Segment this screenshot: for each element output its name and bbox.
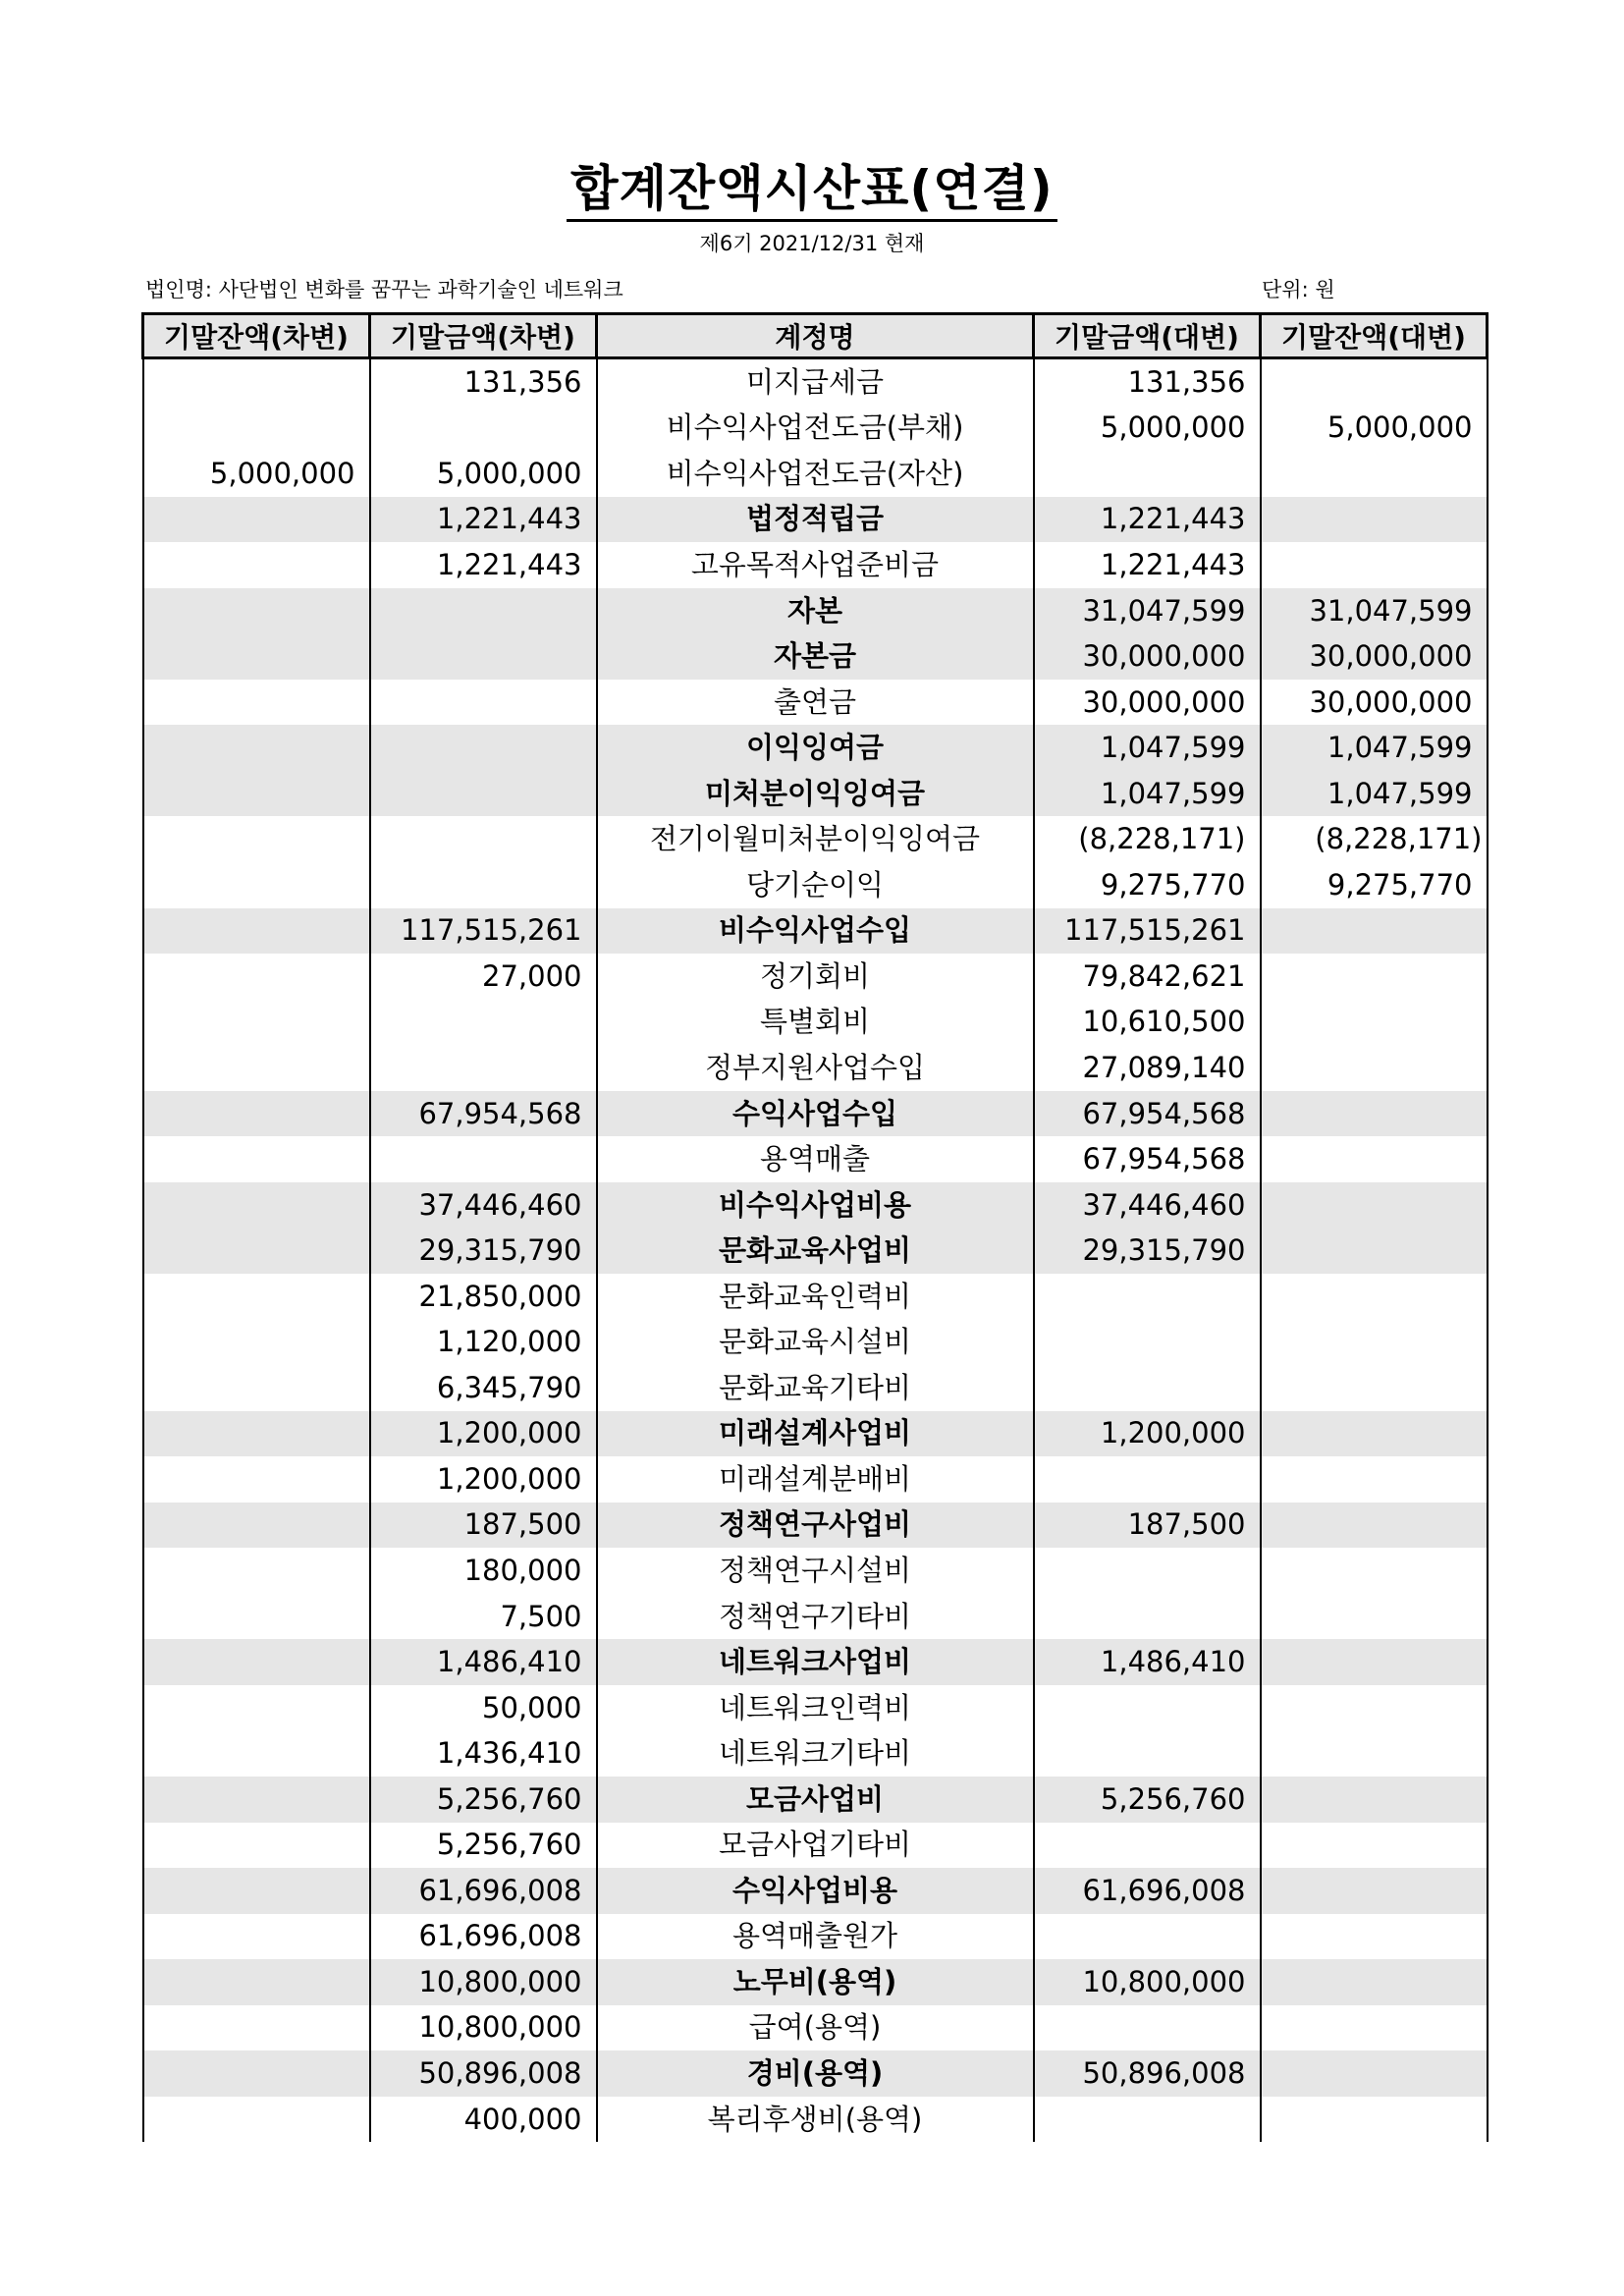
table-row: [143, 680, 1488, 726]
credit-balance-cell: [1261, 1182, 1488, 1229]
table-row: [143, 406, 1488, 452]
account-name-cell: 네트워크인력비: [597, 1685, 1034, 1731]
account-name-cell: 이익잉여금: [597, 725, 1034, 771]
account-name-cell: 복리후생비(용역): [597, 2097, 1034, 2143]
debit-amount-cell: 1,221,443: [370, 542, 597, 588]
credit-balance-cell: 31,047,599: [1261, 588, 1488, 634]
credit-balance-cell: [1261, 954, 1488, 1000]
table-row: [143, 1365, 1488, 1411]
debit-amount-cell: 67,954,568: [370, 1091, 597, 1137]
credit-amount-cell: 30,000,000: [1034, 680, 1261, 726]
debit-balance-cell: [143, 1503, 370, 1549]
debit-balance-cell: [143, 2050, 370, 2097]
debit-balance-cell: [143, 1594, 370, 1640]
debit-balance-cell: [143, 358, 370, 406]
credit-amount-cell: 50,896,008: [1034, 2050, 1261, 2097]
debit-balance-cell: [143, 2005, 370, 2051]
credit-amount-cell: [1034, 2097, 1261, 2143]
credit-balance-cell: [1261, 358, 1488, 406]
account-name-cell: 수익사업수입: [597, 1091, 1034, 1137]
credit-balance-cell: [1261, 1365, 1488, 1411]
credit-balance-cell: [1261, 1639, 1488, 1685]
account-name-cell: 네트워크사업비: [597, 1639, 1034, 1685]
credit-amount-cell: [1034, 1914, 1261, 1960]
header-credit-amount: 기말금액(대변): [1034, 314, 1261, 358]
table-row: [143, 954, 1488, 1000]
credit-amount-cell: 1,200,000: [1034, 1411, 1261, 1457]
table-row: [143, 1777, 1488, 1823]
debit-amount-cell: [370, 588, 597, 634]
credit-amount-cell: [1034, 451, 1261, 497]
account-name-cell: 문화교육인력비: [597, 1274, 1034, 1320]
corporation-name: 법인명: 사단법인 변화를 꿈꾸는 과학기술인 네트워크: [145, 278, 623, 301]
table-row: [143, 1182, 1488, 1229]
credit-amount-cell: 1,486,410: [1034, 1639, 1261, 1685]
table-body: [143, 358, 1488, 2143]
account-name-cell: 자본금: [597, 633, 1034, 680]
debit-amount-cell: 61,696,008: [370, 1868, 597, 1914]
credit-amount-cell: 67,954,568: [1034, 1136, 1261, 1182]
debit-balance-cell: [143, 1914, 370, 1960]
debit-amount-cell: 7,500: [370, 1594, 597, 1640]
debit-amount-cell: [370, 862, 597, 908]
account-name-cell: 경비(용역): [597, 2050, 1034, 2097]
credit-balance-cell: [1261, 1503, 1488, 1549]
debit-balance-cell: [143, 1868, 370, 1914]
debit-amount-cell: [370, 1045, 597, 1091]
debit-balance-cell: [143, 1411, 370, 1457]
credit-balance-cell: [1261, 1411, 1488, 1457]
credit-amount-cell: 187,500: [1034, 1503, 1261, 1549]
credit-balance-cell: [1261, 1228, 1488, 1274]
table-row: [143, 588, 1488, 634]
credit-amount-cell: 29,315,790: [1034, 1228, 1261, 1274]
debit-amount-cell: [370, 816, 597, 862]
credit-balance-cell: [1261, 497, 1488, 543]
table-row: [143, 1411, 1488, 1457]
credit-amount-cell: [1034, 1319, 1261, 1365]
account-name-cell: 모금사업비: [597, 1777, 1034, 1823]
table-row: [143, 862, 1488, 908]
credit-amount-cell: [1034, 1274, 1261, 1320]
debit-amount-cell: 131,356: [370, 358, 597, 406]
account-name-cell: 비수익사업전도금(자산): [597, 451, 1034, 497]
credit-amount-cell: 31,047,599: [1034, 588, 1261, 634]
table-row: [143, 1868, 1488, 1914]
credit-amount-cell: 10,610,500: [1034, 1000, 1261, 1046]
debit-amount-cell: 61,696,008: [370, 1914, 597, 1960]
credit-balance-cell: [1261, 542, 1488, 588]
credit-amount-cell: [1034, 1456, 1261, 1503]
debit-amount-cell: 37,446,460: [370, 1182, 597, 1229]
credit-balance-cell: [1261, 1959, 1488, 2005]
credit-balance-cell: [1261, 1730, 1488, 1777]
credit-amount-cell: [1034, 1548, 1261, 1594]
debit-amount-cell: 1,486,410: [370, 1639, 597, 1685]
credit-amount-cell: 5,000,000: [1034, 406, 1261, 452]
credit-amount-cell: 1,221,443: [1034, 497, 1261, 543]
account-name-cell: 고유목적사업준비금: [597, 542, 1034, 588]
debit-balance-cell: [143, 1639, 370, 1685]
debit-balance-cell: [143, 1777, 370, 1823]
debit-balance-cell: [143, 1456, 370, 1503]
debit-balance-cell: [143, 497, 370, 543]
account-name-cell: 특별회비: [597, 1000, 1034, 1046]
debit-balance-cell: [143, 588, 370, 634]
credit-amount-cell: [1034, 1730, 1261, 1777]
credit-balance-cell: 1,047,599: [1261, 725, 1488, 771]
debit-amount-cell: 187,500: [370, 1503, 597, 1549]
account-name-cell: 미래설계분배비: [597, 1456, 1034, 1503]
table-row: [143, 542, 1488, 588]
table-row: [143, 908, 1488, 955]
debit-amount-cell: [370, 1000, 597, 1046]
credit-balance-cell: [1261, 2050, 1488, 2097]
account-name-cell: 네트워크기타비: [597, 1730, 1034, 1777]
account-name-cell: 노무비(용역): [597, 1959, 1034, 2005]
account-name-cell: 정책연구기타비: [597, 1594, 1034, 1640]
debit-amount-cell: 1,436,410: [370, 1730, 597, 1777]
credit-balance-cell: [1261, 1274, 1488, 1320]
credit-balance-cell: [1261, 1136, 1488, 1182]
credit-balance-cell: [1261, 1319, 1488, 1365]
header-debit-balance: 기말잔액(차변): [143, 314, 370, 358]
credit-amount-cell: 37,446,460: [1034, 1182, 1261, 1229]
debit-balance-cell: [143, 1823, 370, 1869]
credit-balance-cell: [1261, 2097, 1488, 2143]
credit-amount-cell: 79,842,621: [1034, 954, 1261, 1000]
debit-amount-cell: [370, 725, 597, 771]
table-row: [143, 451, 1488, 497]
credit-amount-cell: [1034, 1823, 1261, 1869]
table-header-row: [143, 314, 1488, 358]
account-name-cell: 비수익사업전도금(부채): [597, 406, 1034, 452]
table-row: [143, 1823, 1488, 1869]
debit-balance-cell: [143, 1228, 370, 1274]
debit-amount-cell: 50,000: [370, 1685, 597, 1731]
credit-balance-cell: [1261, 1000, 1488, 1046]
account-name-cell: 당기순이익: [597, 862, 1034, 908]
table-row: [143, 1091, 1488, 1137]
credit-balance-cell: (8,228,171): [1261, 816, 1488, 862]
currency-unit: 단위: 원: [1262, 278, 1335, 301]
credit-balance-cell: 30,000,000: [1261, 680, 1488, 726]
credit-amount-cell: 131,356: [1034, 358, 1261, 406]
account-name-cell: 비수익사업비용: [597, 1182, 1034, 1229]
credit-amount-cell: 1,221,443: [1034, 542, 1261, 588]
table-row: [143, 1685, 1488, 1731]
table-row: [143, 1730, 1488, 1777]
page-title: 합계잔액시산표(연결): [0, 149, 1624, 220]
table-row: [143, 1136, 1488, 1182]
debit-amount-cell: [370, 771, 597, 817]
debit-balance-cell: [143, 2097, 370, 2143]
account-name-cell: 용역매출원가: [597, 1914, 1034, 1960]
account-name-cell: 문화교육기타비: [597, 1365, 1034, 1411]
debit-balance-cell: [143, 1548, 370, 1594]
table-row: [143, 358, 1488, 406]
credit-amount-cell: 27,089,140: [1034, 1045, 1261, 1091]
debit-amount-cell: 117,515,261: [370, 908, 597, 955]
debit-balance-cell: [143, 1136, 370, 1182]
credit-amount-cell: 9,275,770: [1034, 862, 1261, 908]
table-row: [143, 1319, 1488, 1365]
table-row: [143, 1456, 1488, 1503]
debit-balance-cell: [143, 862, 370, 908]
debit-balance-cell: [143, 406, 370, 452]
header-account-name: 계정명: [597, 314, 1034, 358]
table-row: [143, 1274, 1488, 1320]
account-name-cell: 정부지원사업수입: [597, 1045, 1034, 1091]
debit-amount-cell: 5,256,760: [370, 1777, 597, 1823]
account-name-cell: 미래설계사업비: [597, 1411, 1034, 1457]
credit-amount-cell: [1034, 1594, 1261, 1640]
header-credit-balance: 기말잔액(대변): [1261, 314, 1488, 358]
debit-amount-cell: [370, 633, 597, 680]
debit-balance-cell: [143, 954, 370, 1000]
credit-amount-cell: 1,047,599: [1034, 725, 1261, 771]
credit-balance-cell: [1261, 1045, 1488, 1091]
account-name-cell: 미지급세금: [597, 358, 1034, 406]
debit-amount-cell: 10,800,000: [370, 1959, 597, 2005]
debit-balance-cell: [143, 1274, 370, 1320]
credit-amount-cell: 30,000,000: [1034, 633, 1261, 680]
credit-balance-cell: [1261, 1777, 1488, 1823]
account-name-cell: 정책연구시설비: [597, 1548, 1034, 1594]
debit-balance-cell: [143, 1091, 370, 1137]
table-row: [143, 633, 1488, 680]
debit-amount-cell: 1,221,443: [370, 497, 597, 543]
credit-balance-cell: 1,047,599: [1261, 771, 1488, 817]
debit-balance-cell: [143, 1000, 370, 1046]
credit-amount-cell: 67,954,568: [1034, 1091, 1261, 1137]
credit-amount-cell: 1,047,599: [1034, 771, 1261, 817]
debit-balance-cell: [143, 1182, 370, 1229]
table-row: [143, 497, 1488, 543]
table-row: [143, 1045, 1488, 1091]
debit-balance-cell: [143, 816, 370, 862]
debit-balance-cell: [143, 1959, 370, 2005]
debit-amount-cell: 29,315,790: [370, 1228, 597, 1274]
credit-balance-cell: [1261, 1456, 1488, 1503]
account-name-cell: 법정적립금: [597, 497, 1034, 543]
table-row: [143, 816, 1488, 862]
debit-amount-cell: 1,120,000: [370, 1319, 597, 1365]
credit-balance-cell: 5,000,000: [1261, 406, 1488, 452]
debit-balance-cell: [143, 771, 370, 817]
table-row: [143, 2005, 1488, 2051]
credit-balance-cell: [1261, 1091, 1488, 1137]
debit-balance-cell: 5,000,000: [143, 451, 370, 497]
debit-balance-cell: [143, 1365, 370, 1411]
credit-amount-cell: 5,256,760: [1034, 1777, 1261, 1823]
account-name-cell: 문화교육사업비: [597, 1228, 1034, 1274]
debit-amount-cell: 10,800,000: [370, 2005, 597, 2051]
debit-amount-cell: 5,000,000: [370, 451, 597, 497]
table-row: [143, 725, 1488, 771]
table-row: [143, 2050, 1488, 2097]
credit-amount-cell: 10,800,000: [1034, 1959, 1261, 2005]
credit-balance-cell: [1261, 451, 1488, 497]
account-name-cell: 정책연구사업비: [597, 1503, 1034, 1549]
table-row: [143, 1594, 1488, 1640]
table-row: [143, 1959, 1488, 2005]
account-name-cell: 용역매출: [597, 1136, 1034, 1182]
trial-balance-table: [141, 312, 1489, 2142]
table-row: [143, 1000, 1488, 1046]
debit-balance-cell: [143, 680, 370, 726]
debit-amount-cell: [370, 1136, 597, 1182]
debit-balance-cell: [143, 542, 370, 588]
account-name-cell: 문화교육시설비: [597, 1319, 1034, 1365]
account-name-cell: 급여(용역): [597, 2005, 1034, 2051]
account-name-cell: 수익사업비용: [597, 1868, 1034, 1914]
table-row: [143, 1503, 1488, 1549]
debit-balance-cell: [143, 633, 370, 680]
credit-amount-cell: [1034, 1365, 1261, 1411]
credit-amount-cell: 117,515,261: [1034, 908, 1261, 955]
debit-amount-cell: 6,345,790: [370, 1365, 597, 1411]
table-row: [143, 1548, 1488, 1594]
credit-balance-cell: [1261, 1548, 1488, 1594]
table-row: [143, 1639, 1488, 1685]
header-debit-amount: 기말금액(차변): [370, 314, 597, 358]
credit-amount-cell: [1034, 2005, 1261, 2051]
debit-amount-cell: 50,896,008: [370, 2050, 597, 2097]
debit-balance-cell: [143, 1730, 370, 1777]
debit-amount-cell: 1,200,000: [370, 1411, 597, 1457]
debit-balance-cell: [143, 1685, 370, 1731]
debit-amount-cell: [370, 680, 597, 726]
debit-balance-cell: [143, 1319, 370, 1365]
debit-balance-cell: [143, 725, 370, 771]
debit-balance-cell: [143, 1045, 370, 1091]
account-name-cell: 자본: [597, 588, 1034, 634]
account-name-cell: 비수익사업수입: [597, 908, 1034, 955]
credit-amount-cell: 61,696,008: [1034, 1868, 1261, 1914]
credit-balance-cell: [1261, 1594, 1488, 1640]
credit-balance-cell: 9,275,770: [1261, 862, 1488, 908]
credit-balance-cell: [1261, 1868, 1488, 1914]
table-row: [143, 2097, 1488, 2143]
account-name-cell: 전기이월미처분이익잉여금: [597, 816, 1034, 862]
credit-amount-cell: (8,228,171): [1034, 816, 1261, 862]
table-row: [143, 771, 1488, 817]
account-name-cell: 출연금: [597, 680, 1034, 726]
account-name-cell: 모금사업기타비: [597, 1823, 1034, 1869]
debit-amount-cell: 27,000: [370, 954, 597, 1000]
credit-balance-cell: [1261, 1823, 1488, 1869]
debit-amount-cell: 5,256,760: [370, 1823, 597, 1869]
account-name-cell: 미처분이익잉여금: [597, 771, 1034, 817]
table-row: [143, 1228, 1488, 1274]
account-name-cell: 정기회비: [597, 954, 1034, 1000]
credit-balance-cell: [1261, 908, 1488, 955]
debit-amount-cell: 21,850,000: [370, 1274, 597, 1320]
credit-balance-cell: [1261, 1685, 1488, 1731]
debit-amount-cell: 180,000: [370, 1548, 597, 1594]
credit-balance-cell: [1261, 2005, 1488, 2051]
credit-balance-cell: 30,000,000: [1261, 633, 1488, 680]
period-date: 제6기 2021/12/31 현재: [699, 232, 925, 255]
credit-balance-cell: [1261, 1914, 1488, 1960]
debit-amount-cell: 1,200,000: [370, 1456, 597, 1503]
debit-balance-cell: [143, 908, 370, 955]
credit-amount-cell: [1034, 1685, 1261, 1731]
table-row: [143, 1914, 1488, 1960]
debit-amount-cell: [370, 406, 597, 452]
debit-amount-cell: 400,000: [370, 2097, 597, 2143]
